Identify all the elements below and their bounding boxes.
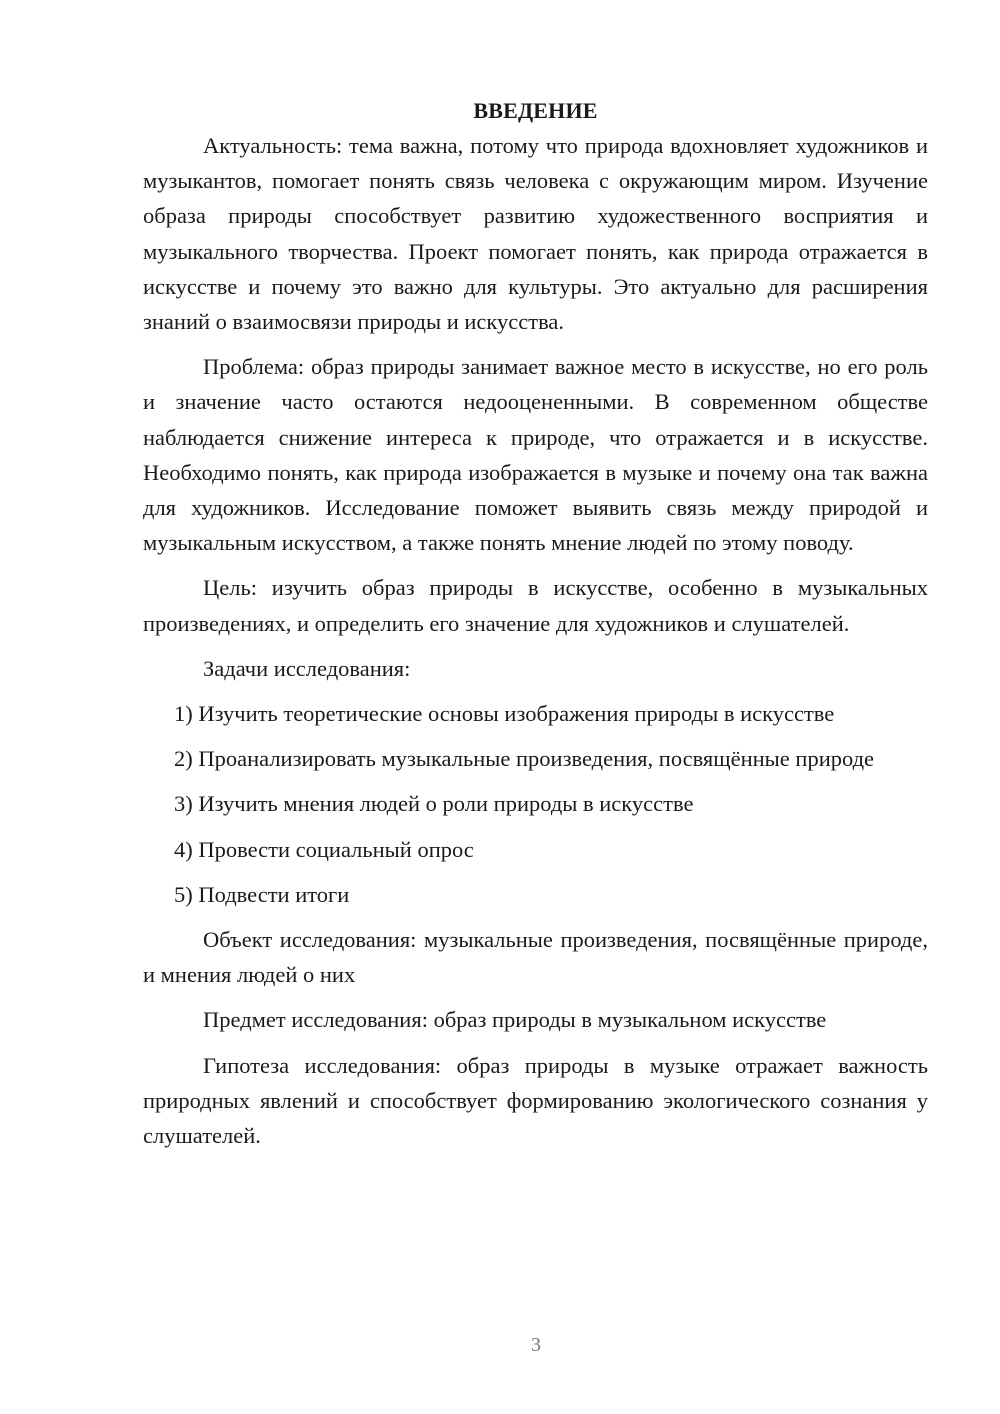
task-item: 3) Изучить мнения людей о роли природы в искусстве — [174, 791, 694, 817]
task-item: 2) Проанализировать музыкальные произведения, посвящённые природе — [174, 746, 875, 772]
task-item: 4) Провести социальный опрос — [174, 836, 474, 862]
page-content — [143, 93, 928, 1163]
object-paragraph: Объект исследования: музыкальные произведения, посвящённые природе, и мнения людей о них — [143, 927, 928, 988]
problem-paragraph: Проблема: образ природы занимает важное место в искусстве, но его роль и значение часто остаются недооцененными. В современном обществе наблюдается снижение интереса к природе, что отражается и в искусстве. Необходимо понять, как природа изображается в музыке и почему она так важна для художников. Исследование поможет выявить связь между природой и музыкальным искусством, а также понять мнение людей по этому поводу. — [143, 354, 928, 556]
goal-paragraph: Цель: изучить образ природы в искусстве, особенно в музыкальных произведениях, и определить его значение для художников и слушателей. — [143, 575, 928, 636]
hypothesis-paragraph: Гипотеза исследования: образ природы в музыке отражает важность природных явлений и способствует формированию экологического сознания у слушателей. — [143, 1052, 928, 1149]
task-item: 1) Изучить теоретические основы изображения природы в искусстве — [174, 701, 835, 727]
section-heading: ВВЕДЕНИЕ — [473, 98, 598, 123]
task-item: 5) Подвести итоги — [174, 881, 350, 907]
page-number: 3 — [531, 1334, 541, 1356]
relevance-paragraph: Актуальность: тема важна, потому что природа вдохновляет художников и музыкантов, помогает понять связь человека с окружающим миром. Изучение образа природы способствует развитию художественного восприятия и музыкального творчества. Проект помогает понять, как природа отражается в искусстве и почему это важно для культуры. Это актуально для расширения знаний о взаимосвязи природы и искусства. — [143, 133, 928, 335]
subject-paragraph: Предмет исследования: образ природы в музыкальном искусстве — [203, 1007, 827, 1033]
tasks-title: Задачи исследования: — [203, 655, 411, 681]
